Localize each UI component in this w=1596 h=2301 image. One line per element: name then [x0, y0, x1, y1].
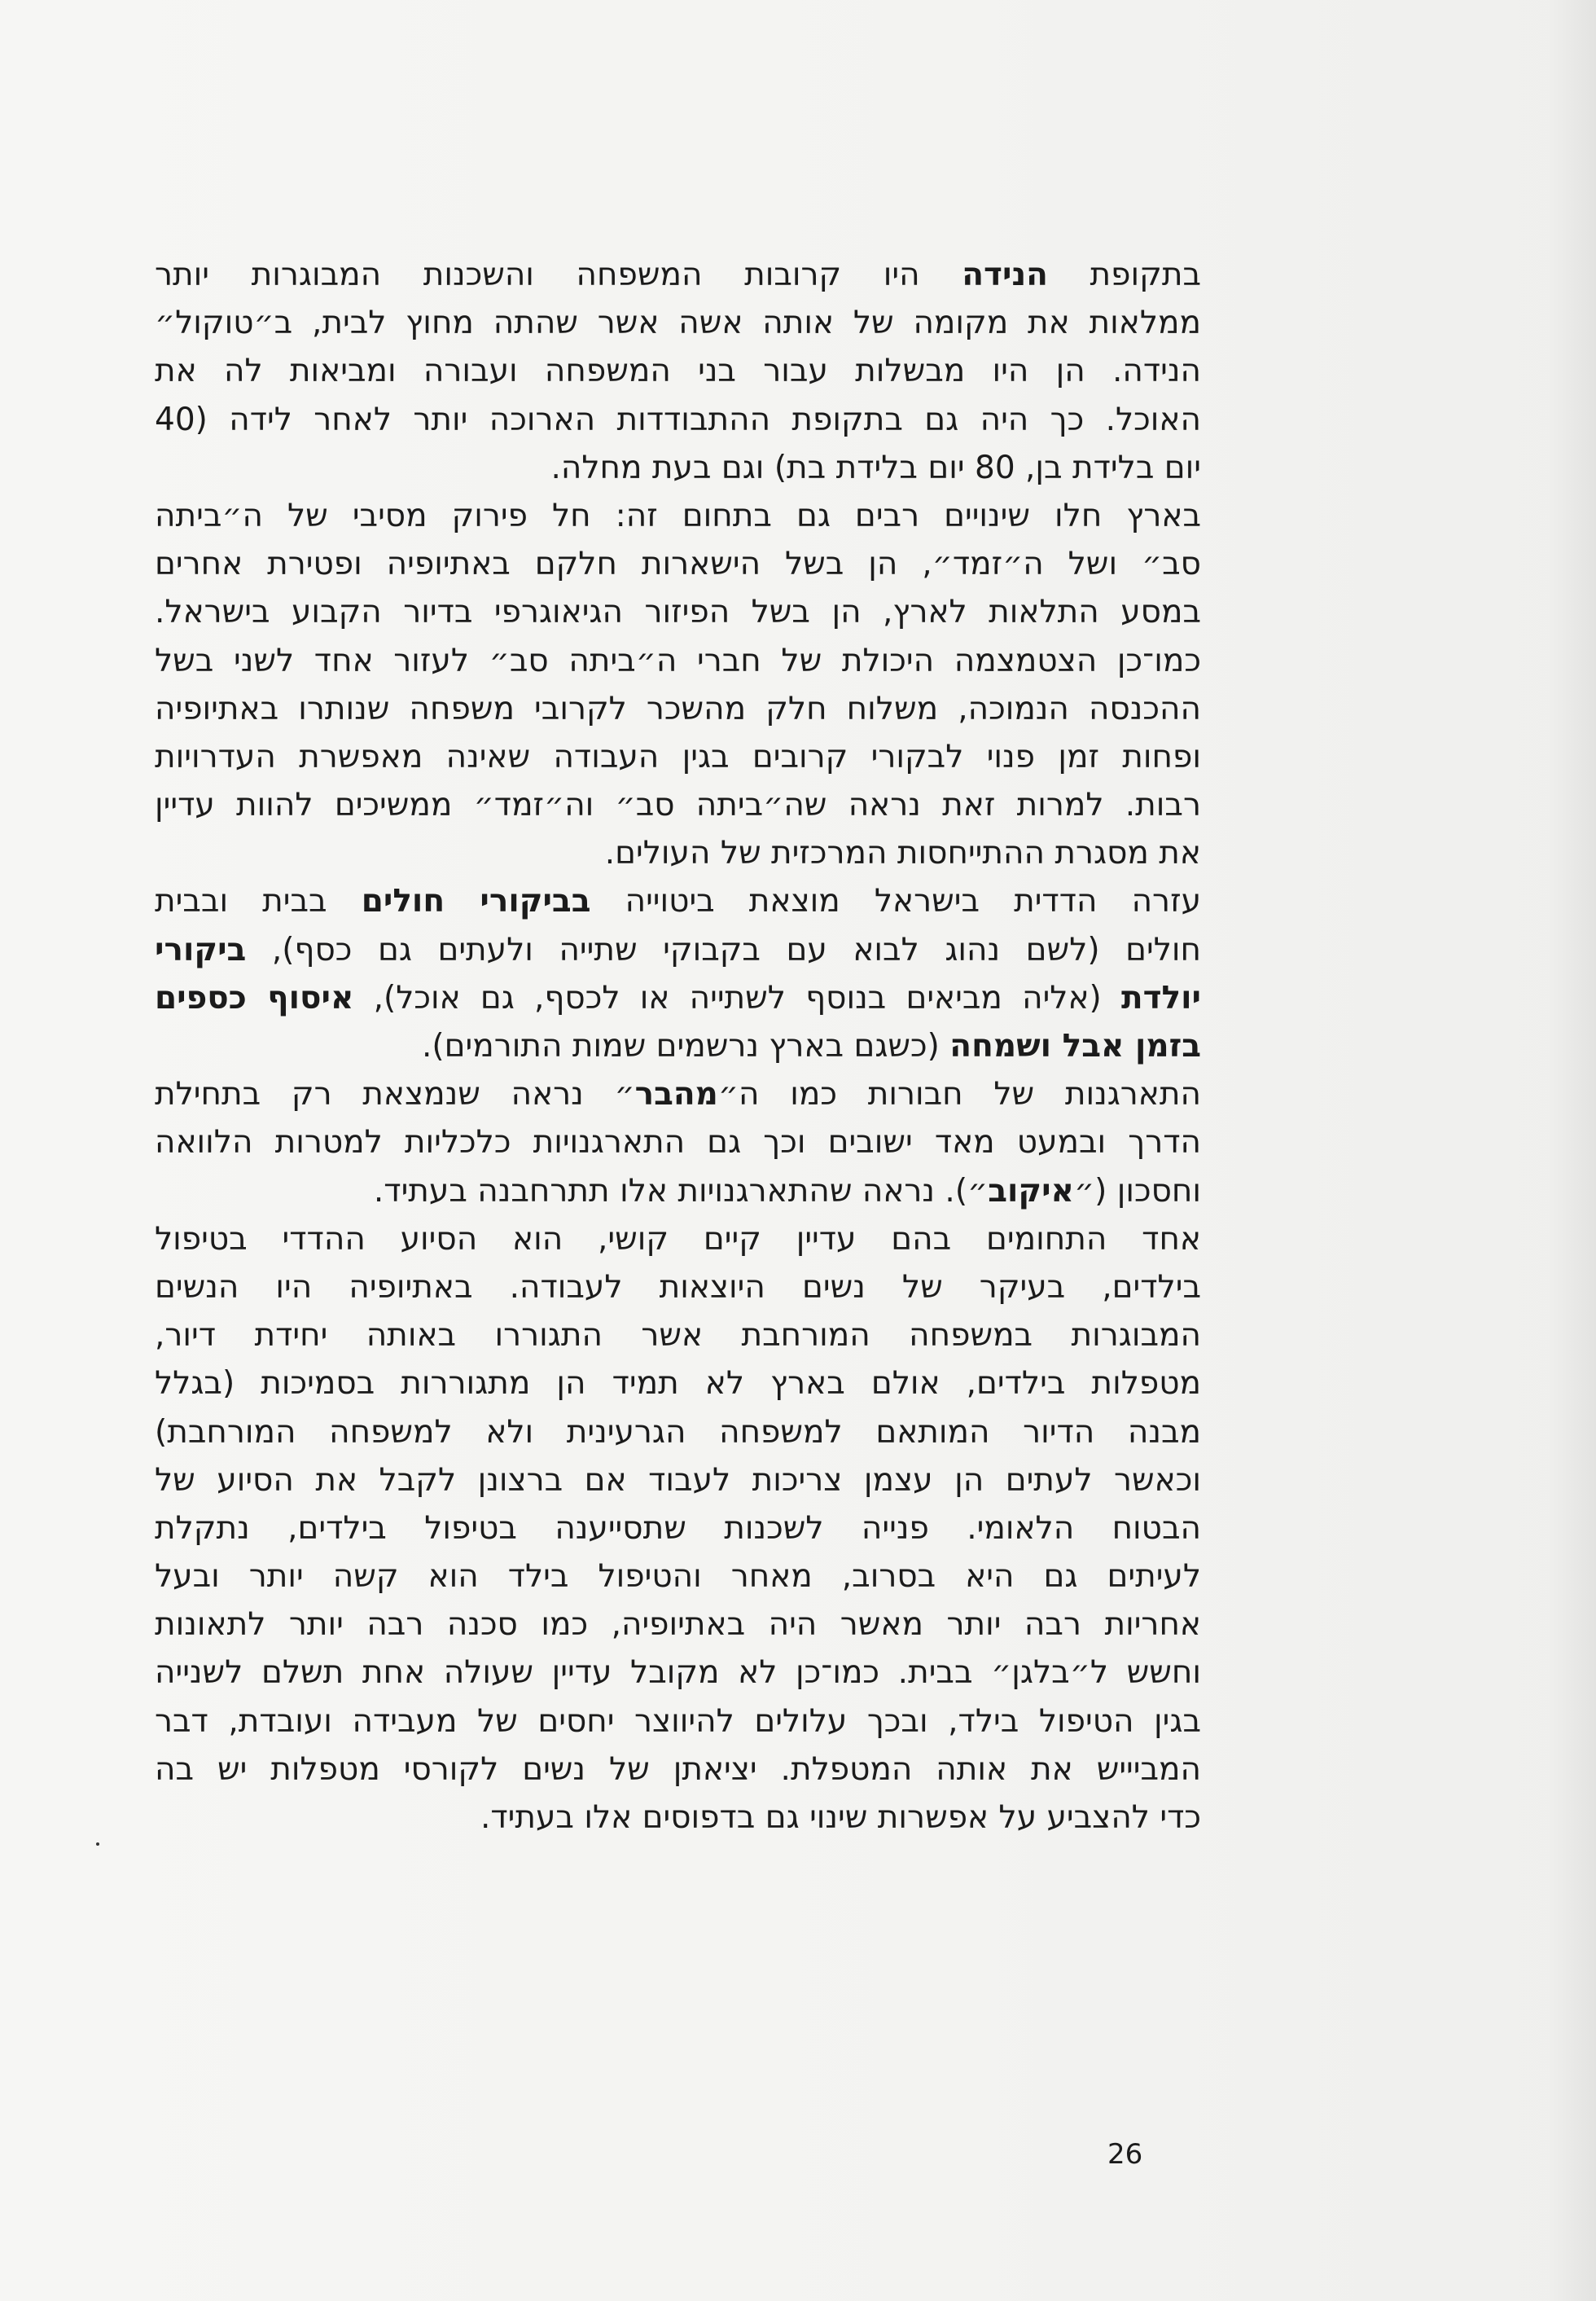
- bold-term: ביקורי: [155, 931, 247, 968]
- text-run: הנידה. הן היו מבשלות עבור בני המשפחה ועבורה ומביאות לה את: [155, 353, 1201, 390]
- bold-term: הנידה: [962, 257, 1048, 293]
- text-run: ההכנסה הנמוכה, משלוח חלק מהשכר לקרובי משפחה שנותרו באתיופיה: [155, 690, 1201, 727]
- text-run: בגין הטיפול בילד, ובכך עלולים להיווצר יחסים של מעבידה ועובדת, דבר: [155, 1702, 1201, 1740]
- text-run: מבנה הדיור המותאם למשפחה הגרעינית ולא למשפחה המורחבת): [155, 1413, 1201, 1451]
- text-run: יום בלידת בן, 80 יום בלידת בת) וגם בעת מחלה.: [550, 449, 1201, 486]
- text-run: המביייש את אותה המטפלת. יציאתן של נשים לקורסי מטפלות יש בה: [155, 1750, 1201, 1788]
- bold-term: בזמן אבל ושמחה: [949, 1028, 1201, 1065]
- text-run: (אליה מביאים בנוסף לשתייה או לכסף, גם אוכל),: [353, 979, 1121, 1017]
- text-run: הדרך ובמעט מאד ישובים וכך גם התארגנויות כלכליות למטרות הלוואה: [155, 1124, 1201, 1161]
- text-line: [155, 1263, 1201, 1311]
- bold-term: בביקורי חולים: [361, 883, 591, 920]
- text-run: הבטוח הלאומי. פנייה לשכנות שתסייענה בטיפול בילדים, נתקלת: [155, 1509, 1201, 1547]
- bold-term: איסוף כספים: [155, 979, 354, 1017]
- text-run: חולים (לשם נהוג לבוא עם בקבוקי שתייה ולעתים גם כסף),: [246, 931, 1201, 968]
- text-line: [155, 733, 1201, 781]
- text-line: [155, 1552, 1201, 1601]
- text-line: [155, 637, 1201, 685]
- text-line: [155, 1746, 1201, 1794]
- text-line: [155, 1070, 1201, 1118]
- text-run: האוכל. כך היה גם בתקופת ההתבודדות הארוכה יותר לאחר לידה (40: [155, 401, 1201, 438]
- text-line: [155, 1504, 1201, 1552]
- text-line: [155, 781, 1201, 829]
- text-run: היו קרובות המשפחה והשכנות המבוגרות יותר: [155, 257, 962, 293]
- text-run: אחד התחומים בהם עדיין קיים קושי, הוא הסיוע ההדדי בטיפול: [155, 1220, 1201, 1258]
- text-line: [155, 926, 1201, 974]
- text-line: [155, 444, 1201, 492]
- text-run: ממלאות את מקומה של אותה אשה אשר שהתה מחוץ לבית, ב״טוקול״: [155, 305, 1201, 342]
- text-run: בארץ חלו שינויים רבים גם בתחום זה: חל פירוק מסיבי של ה״ביתה: [155, 497, 1201, 534]
- text-line: [155, 1601, 1201, 1649]
- text-run: רבות. למרות זאת נראה שה״ביתה סב״ וה״זמד״ ממשיכים להוות עדיין: [155, 787, 1201, 824]
- text-run: (כשגם בארץ נרשמים שמות התורמים).: [422, 1028, 950, 1065]
- text-line: [155, 347, 1201, 395]
- text-run: התארגנות של חבורות כמו ה״: [717, 1076, 1201, 1113]
- text-line: [155, 1022, 1201, 1070]
- scan-speck: [96, 1842, 99, 1846]
- text-run: בילדים, בעיקר של נשים היוצאות לעבודה. באתיופיה היו הנשים: [155, 1268, 1201, 1306]
- text-run: לעיתים גם היא בסרוב, מאחר והטיפול בילד הוא קשה יותר ובעל: [155, 1558, 1201, 1596]
- bold-term: איקוב: [988, 1172, 1074, 1210]
- text-run: וכאשר לעתים הן עצמן צריכות לעבוד אם ברצונן לקבל את הסיוע של: [155, 1461, 1201, 1499]
- text-line: [155, 251, 1201, 299]
- body-text: [155, 251, 1201, 1842]
- text-line: [155, 1408, 1201, 1456]
- text-line: [155, 1794, 1201, 1842]
- text-line: [155, 1215, 1201, 1263]
- page-number: 26: [1107, 2138, 1143, 2171]
- text-line: [155, 1649, 1201, 1697]
- text-run: המבוגרות במשפחה המורחבת אשר התגוררו באותה יחידת דיור,: [155, 1317, 1201, 1355]
- text-run: ״ נראה שנמצאת רק בתחילת: [155, 1076, 635, 1113]
- text-line: [155, 974, 1201, 1022]
- text-run: במסע התלאות לארץ, הן בשל הפיזור הגיאוגרפי בדיור הקבוע בישראל.: [155, 594, 1201, 631]
- text-run: סב״ ושל ה״זמד״, הן בשל הישארות חלקם באתיופיה ופטירת אחרים: [155, 546, 1201, 583]
- text-line: [155, 492, 1201, 540]
- text-line: [155, 1311, 1201, 1359]
- text-line: [155, 588, 1201, 636]
- text-line: [155, 685, 1201, 733]
- text-line: [155, 1456, 1201, 1504]
- text-line: [155, 829, 1201, 877]
- text-line: [155, 1359, 1201, 1407]
- text-run: אחריות רבה יותר מאשר היה באתיופיה, כמו סכנה רבה יותר לתאונות: [155, 1606, 1201, 1644]
- text-run: בבית ובבית: [155, 883, 362, 920]
- text-run: את מסגרת ההתייחסות המרכזית של העולים.: [604, 835, 1201, 872]
- bold-term: יולדת: [1120, 979, 1201, 1017]
- text-line: [155, 1118, 1201, 1166]
- text-run: וחסכון (״: [1073, 1172, 1201, 1210]
- text-line: [155, 1167, 1201, 1215]
- text-line: [155, 877, 1201, 925]
- text-run: בתקופת: [1047, 257, 1201, 293]
- text-line: [155, 396, 1201, 444]
- text-line: [155, 540, 1201, 588]
- text-run: מטפלות בילדים, אולם בארץ לא תמיד הן מתגוררות בסמיכות (בגלל: [155, 1365, 1201, 1403]
- text-run: ״). נראה שהתארגנויות אלו תתרחבנה בעתיד.: [373, 1172, 989, 1210]
- text-run: וחשש ל״בלגן״ בבית. כמו־כן לא מקובל עדיין שעולה אחת תשלם לשנייה: [155, 1654, 1201, 1692]
- bold-term: מהבר: [634, 1076, 718, 1113]
- text-run: כדי להצביע על אפשרות שינוי גם בדפוסים אלו בעתיד.: [480, 1799, 1201, 1836]
- text-line: [155, 299, 1201, 347]
- page-edge-shadow: [1547, 0, 1596, 2301]
- text-run: ופחות זמן פנוי לבקורי קרובים בגין העבודה שאינה מאפשרת העדרויות: [155, 738, 1201, 775]
- text-run: כמו־כן הצטמצמה היכולת של חברי ה״ביתה סב״ לעזור אחד לשני בשל: [155, 642, 1201, 679]
- text-run: עזרה הדדית בישראל מוצאת ביטוייה: [590, 883, 1201, 920]
- text-line: [155, 1697, 1201, 1746]
